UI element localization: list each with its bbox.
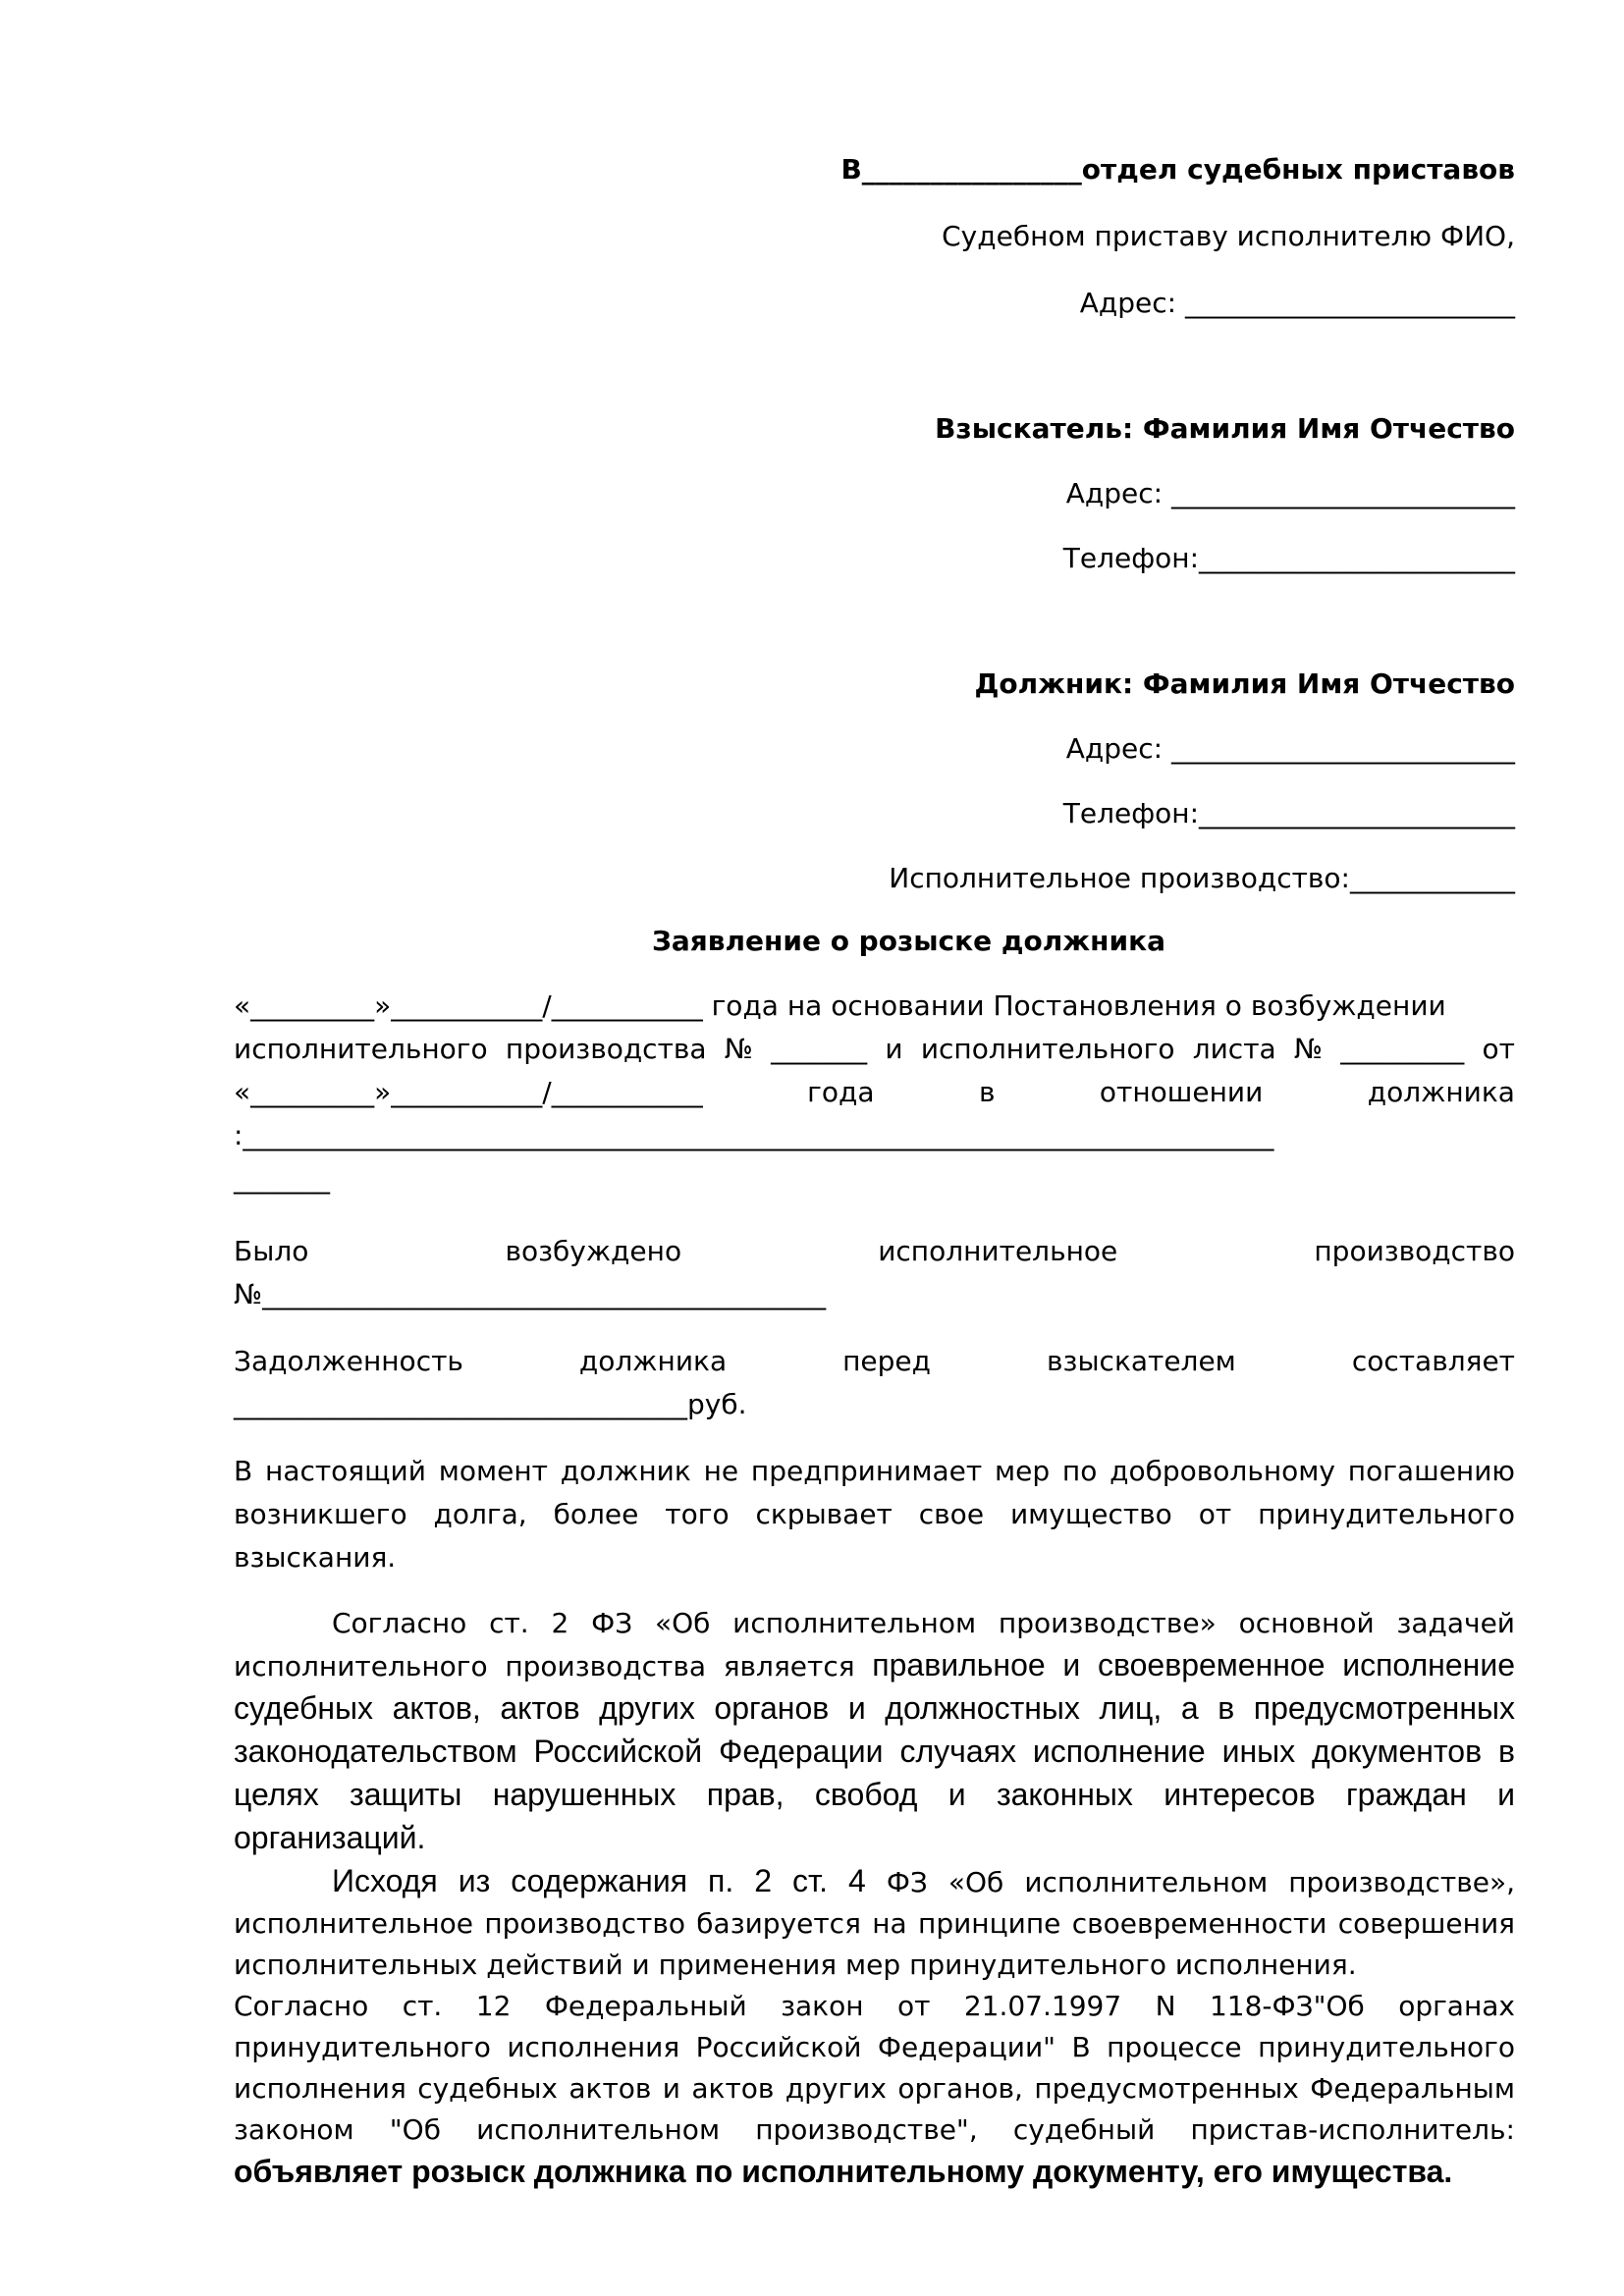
intro-word: _______	[771, 1033, 868, 1065]
debt-word: Задолженность	[234, 1345, 463, 1377]
intro-word: года	[807, 1076, 875, 1108]
debt-word: взыскателем	[1047, 1345, 1236, 1377]
intro-line-1: «_________»___________/___________ года на основании Постановления о возбуждении	[234, 989, 1446, 1022]
document-title: Заявление о розыске должника	[652, 925, 1165, 957]
intro-line-4: :___________________________________________________________________________	[234, 1119, 1274, 1151]
intro-word: _________	[1340, 1033, 1465, 1065]
intro-word: листа	[1192, 1033, 1276, 1065]
bailiff-address-line: Адрес: ________________________	[1079, 287, 1515, 319]
debtor-title: Должник: Фамилия Имя Отчество	[974, 667, 1515, 700]
intro-word: и	[885, 1033, 903, 1065]
article-12-part-1: Согласно ст. 12 Федеральный закон от 21.07.1997 N 118-ФЗ"Об органах принудительного исполнения Российской Федерации" В процессе принудительного исполнения судебных актов и актов других органов, предусмотренных Федеральным законом "Об исполнительном производстве", судебный пристав-исполнитель:	[234, 1990, 1515, 2146]
debt-word: перед	[842, 1345, 932, 1377]
intro-word: исполнительного	[234, 1033, 488, 1065]
article-4-part-2: ФЗ «Об исполнительном производстве», исполнительное производство базируется на принципе своевременности совершения исполнительных действий и применения мер принудительного исполнения.	[234, 1866, 1516, 1981]
intro-word: «_________»___________/___________	[234, 1076, 703, 1108]
initiated-word: Было	[234, 1235, 309, 1267]
intro-word: производства	[505, 1033, 707, 1065]
article-4-part-1: Исходя из содержания п. 2 ст. 4	[332, 1863, 887, 1898]
article-2-part-1: Согласно ст. 2 ФЗ «Об исполнительном производстве» основной задачей исполнительного производства является	[234, 1607, 1515, 1682]
intro-line-2	[234, 1028, 1515, 1071]
initiated-word: производство	[1314, 1235, 1515, 1267]
debt-word: должника	[578, 1345, 728, 1377]
intro-line-3	[234, 1071, 1515, 1114]
bailiff-line: Судебном приставу исполнителю ФИО,	[942, 220, 1515, 252]
intro-line-5: _______	[234, 1162, 330, 1195]
paragraph-article-12	[234, 1988, 1515, 2196]
paragraph-article-2	[234, 1605, 1515, 1862]
intro-word: в	[978, 1076, 996, 1108]
initiated-block	[234, 1230, 1515, 1316]
initiated-word: исполнительное	[878, 1235, 1118, 1267]
debtor-phone: Телефон:_______________________	[1062, 797, 1515, 829]
enforcement-proceeding-line: Исполнительное производство:____________	[889, 862, 1515, 894]
debt-amount: _________________________________руб.	[234, 1388, 747, 1420]
department-line: В________________отдел судебных приставов	[840, 153, 1515, 186]
claimant-phone: Телефон:_______________________	[1062, 542, 1515, 574]
debt-word: составляет	[1351, 1345, 1515, 1377]
debtor-address: Адрес: _________________________	[1065, 732, 1515, 765]
intro-word: №	[724, 1033, 753, 1065]
initiated-line	[234, 1230, 1515, 1273]
debt-line	[234, 1340, 1515, 1383]
initiated-word: возбуждено	[505, 1235, 682, 1267]
intro-word: должника	[1367, 1076, 1515, 1108]
initiated-number: №_________________________________________	[234, 1278, 827, 1310]
intro-word: от	[1482, 1033, 1515, 1065]
intro-word: отношении	[1099, 1076, 1264, 1108]
paragraph-article-4	[234, 1862, 1515, 1988]
debt-block	[234, 1340, 1515, 1426]
article-2-part-2: правильное и своевременное исполнение судебных актов, актов других органов и должностных лиц, а в предусмотренных законодательством Российской Федерации случаях исполнение иных документов в целях защиты нарушенных прав, свобод и законных интересов граждан и организаций.	[234, 1647, 1515, 1855]
document-content	[234, 152, 1515, 2196]
intro-word: №	[1293, 1033, 1324, 1065]
article-12-part-2: объявляет розыск должника по исполнительному документу, его имущества.	[234, 2154, 1453, 2189]
intro-word: исполнительного	[920, 1033, 1175, 1065]
claimant-address: Адрес: _________________________	[1065, 477, 1515, 509]
claimant-title: Взыскатель: Фамилия Имя Отчество	[935, 412, 1515, 445]
intro-block	[234, 985, 1515, 1201]
paragraph-current-situation: В настоящий момент должник не предпринимает мер по добровольному погашению возникшего долга, более того скрывает свое имущество от принудительного взыскания.	[234, 1455, 1515, 1574]
